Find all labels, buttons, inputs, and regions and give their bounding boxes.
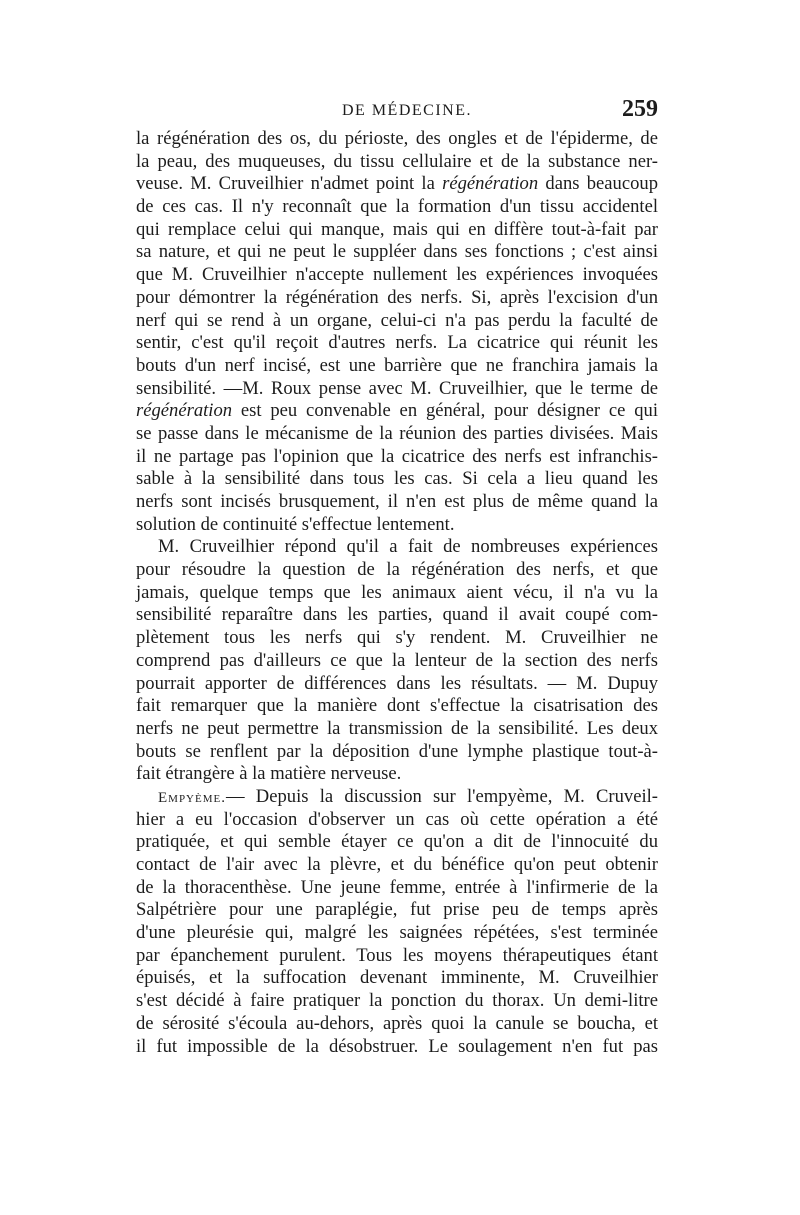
text-line: pratiquée, et qui semble étayer ce qu'on a dit de l'innocuité du bbox=[136, 831, 658, 853]
text-line: sensibilité reparaître dans les parties, quand il avait coupé com- bbox=[136, 604, 658, 626]
text-line: sensibilité. —M. Roux pense avec M. Cruveilhier, que le terme de bbox=[136, 377, 658, 399]
text-line: bouts se renflent par la déposition d'une lymphe plastique tout-à- bbox=[136, 740, 658, 762]
text-line: solution de continuité s'effectue lentement. bbox=[136, 513, 455, 535]
text-line: sable à la sensibilité dans tous les cas. Si cela a lieu quand les bbox=[136, 468, 658, 490]
page-number: 259 bbox=[622, 96, 658, 122]
text-line: nerfs sont incisés brusquement, il n'en est plus de même quand la bbox=[136, 491, 658, 512]
text-line: jamais, quelque temps que les animaux aient vécu, il n'a vu la bbox=[136, 581, 658, 603]
text-line: épuisés, et la suffocation devenant imminente, M. Cruveilhier bbox=[136, 967, 658, 989]
text-line: fait remarquer que la manière dont s'effectue la cisatrisation des bbox=[136, 695, 658, 717]
text-line: fait étrangère à la matière nerveuse. bbox=[136, 763, 402, 785]
text-line: sa nature, et qui ne peut le suppléer dans ses fonctions ; c'est ainsi bbox=[136, 241, 658, 263]
text-line: de ces cas. Il n'y reconnaît que la formation d'un tissu accidentel bbox=[136, 196, 658, 218]
text-line: nerfs ne peut permettre la transmission de la sensibilité. Les deux bbox=[136, 717, 658, 739]
page-header bbox=[136, 96, 658, 130]
text-line: la peau, des muqueuses, du tissu cellulaire et de la substance ner- bbox=[136, 150, 658, 172]
text-line: pour résoudre la question de la régénération des nerfs, et que bbox=[136, 559, 658, 581]
text-line: hier a eu l'occasion d'observer un cas où cette opération a été bbox=[136, 808, 658, 830]
text-line: d'une pleurésie qui, malgré les saignées répétées, s'est terminée bbox=[136, 922, 658, 944]
text-line: qui remplace celui qui manque, mais qui en diffère tout-à-fait par bbox=[136, 218, 658, 240]
text-line: il ne partage pas l'opinion que la cicatrice des nerfs est infranchis- bbox=[136, 445, 658, 467]
text-run: — Depuis la discussion sur l'empyème, M. Cruveil- bbox=[225, 785, 658, 807]
text-line: la régénération des os, du périoste, des ongles et de l'épiderme, de bbox=[136, 128, 658, 149]
text-run: est peu convenable en général, pour désigner ce qui bbox=[232, 400, 658, 422]
text-line: il fut impossible de la désobstruer. Le soulagement n'en fut pas bbox=[136, 1035, 658, 1057]
text-line bbox=[136, 173, 658, 196]
text-line: s'est décidé à faire pratiquer la ponction du thorax. Un demi-litre bbox=[136, 990, 658, 1012]
text-line: plètement tous les nerfs qui s'y rendent. M. Cruveilhier ne bbox=[136, 627, 658, 649]
text-line: pour démontrer la régénération des nerfs. Si, après l'excision d'un bbox=[136, 286, 658, 308]
text-line: Salpétrière pour une paraplégie, fut prise peu de temps après bbox=[136, 899, 658, 921]
text-line: nerf qui se rend à un organe, celui-ci n'a pas perdu la faculté de bbox=[136, 309, 658, 331]
running-head: DE MÉDECINE. bbox=[342, 102, 472, 119]
text-line: de la thoracenthèse. Une jeune femme, entrée à l'infirmerie de la bbox=[136, 876, 658, 898]
body-text bbox=[136, 128, 658, 1058]
text-line bbox=[136, 400, 658, 423]
text-line: contact de l'air avec la plèvre, et du bénéfice qu'on peut obtenir bbox=[136, 854, 658, 875]
text-line: pourrait apporter de différences dans les résultats. — M. Dupuy bbox=[136, 672, 658, 694]
italic-term: régénération bbox=[442, 173, 539, 195]
text-line: que M. Cruveilhier n'accepte nullement les expériences invoquées bbox=[136, 264, 658, 286]
text-run: dans beaucoup bbox=[538, 173, 658, 195]
text-line: par épanchement purulent. Tous les moyens thérapeutiques étant bbox=[136, 944, 658, 966]
text-line: bouts d'un nerf incisé, est une barrière que ne franchira jamais la bbox=[136, 354, 658, 376]
text-line: de sérosité s'écoula au-dehors, après quoi la canule se boucha, et bbox=[136, 1012, 658, 1034]
text-line: se passe dans le mécanisme de la réunion des parties divisées. Mais bbox=[136, 422, 658, 444]
text-line: M. Cruveilhier répond qu'il a fait de nombreuses expériences bbox=[158, 536, 658, 558]
text-line: comprend pas d'ailleurs ce que la lenteur de la section des nerfs bbox=[136, 649, 658, 671]
text-line: sentir, c'est qu'il reçoit d'autres nerfs. La cicatrice qui réunit les bbox=[136, 332, 658, 354]
text-line bbox=[136, 786, 658, 809]
text-run: veuse. M. Cruveilhier n'admet point la bbox=[136, 173, 443, 195]
italic-term: régénération bbox=[136, 400, 233, 422]
section-heading: Empyème. bbox=[158, 789, 226, 806]
